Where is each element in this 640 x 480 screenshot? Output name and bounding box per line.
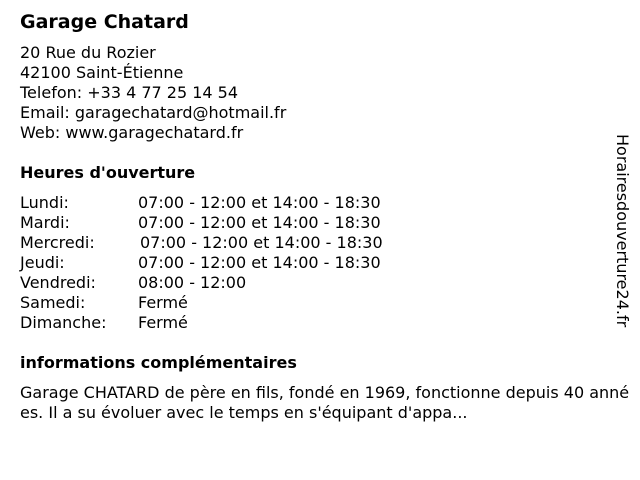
business-description: Garage CHATARD de père en fils, fondé en 1969, fonctionne depuis 40 années. Il a su évoluer avec le temps en s'équipant d'appa... xyxy=(20,383,630,422)
day-label: Lundi: xyxy=(20,193,69,212)
hours-row-jeudi xyxy=(20,253,440,273)
time-value: 08:00 - 12:00 xyxy=(138,273,247,292)
hours-row-mardi xyxy=(20,213,440,233)
day-label: Samedi: xyxy=(20,293,86,312)
address-block xyxy=(20,43,286,143)
hours-row-samedi xyxy=(20,293,440,313)
hours-row-mercredi xyxy=(20,233,440,253)
address-street: 20 Rue du Rozier xyxy=(20,43,156,62)
day-label: Jeudi: xyxy=(20,253,65,272)
time-value: Fermé xyxy=(138,313,188,332)
day-label: Mardi: xyxy=(20,213,70,232)
time-value: 07:00 - 12:00 et 14:00 - 18:30 xyxy=(138,193,381,212)
hours-heading: Heures d'ouverture xyxy=(20,163,196,182)
info-heading: informations complémentaires xyxy=(20,353,297,372)
business-name: Garage Chatard xyxy=(20,11,189,33)
email-address: Email: garagechatard@hotmail.fr xyxy=(20,103,287,122)
time-value: 07:00 - 12:00 et 14:00 - 18:30 xyxy=(140,233,383,252)
time-value: 07:00 - 12:00 et 14:00 - 18:30 xyxy=(138,253,381,272)
site-watermark: Horairesdouverture24.fr xyxy=(613,134,632,328)
hours-row-lundi xyxy=(20,193,440,213)
website: Web: www.garagechatard.fr xyxy=(20,123,244,142)
time-value: 07:00 - 12:00 et 14:00 - 18:30 xyxy=(138,213,381,232)
day-label: Mercredi: xyxy=(20,233,95,252)
hours-row-dimanche xyxy=(20,313,440,333)
day-label: Vendredi: xyxy=(20,273,96,292)
hours-row-vendredi xyxy=(20,273,440,293)
address-city: 42100 Saint-Étienne xyxy=(20,63,184,82)
phone-number: Telefon: +33 4 77 25 14 54 xyxy=(20,83,239,102)
opening-hours-table xyxy=(20,193,440,333)
day-label: Dimanche: xyxy=(20,313,107,332)
time-value: Fermé xyxy=(138,293,188,312)
